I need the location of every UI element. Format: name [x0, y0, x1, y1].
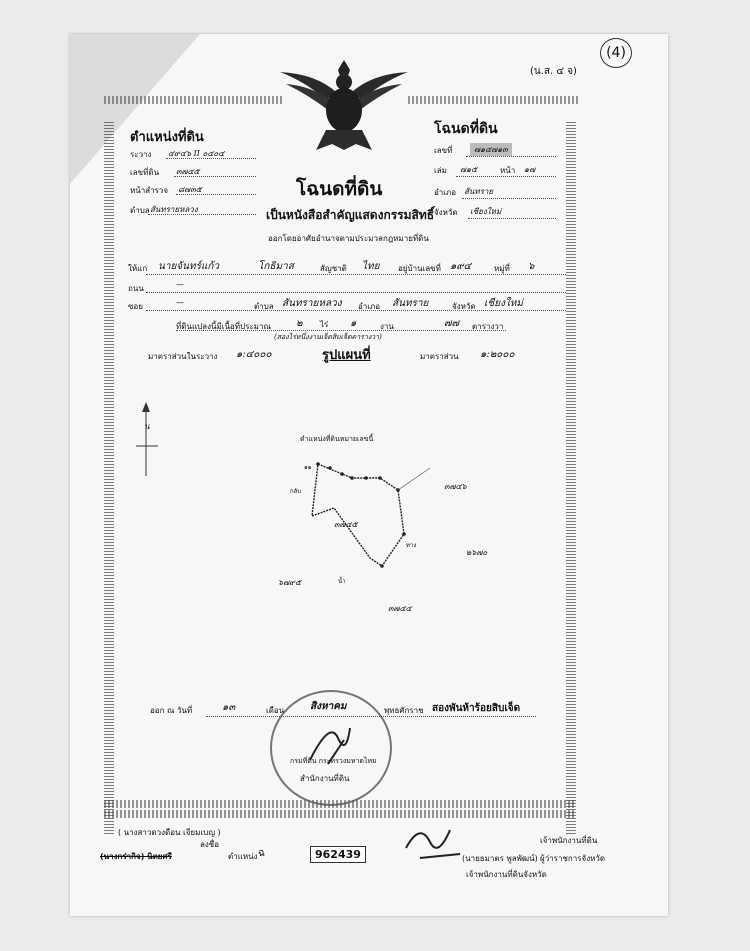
area-ngan-unit: งาน — [380, 322, 394, 331]
tambon-value: สันทรายหลวง — [150, 205, 198, 214]
map-label-b: กลับ — [290, 488, 302, 495]
map-label-bottom: ๓๗๔๔ — [388, 604, 412, 613]
document-subtitle: เป็นหนังสือสำคัญแสดงกรรมสิทธิ์ — [266, 208, 435, 222]
right-signer-position: ผู้ว่าราชการจังหวัด — [540, 854, 606, 863]
position-heading: ตำแหน่งที่ดิน — [130, 130, 204, 145]
amphoe-label: อำเภอ — [434, 188, 457, 197]
left-border — [104, 122, 114, 834]
owner-tambon-label: ตำบล — [254, 302, 274, 311]
issue-day: ๑๓ — [222, 702, 236, 713]
map-label-left: ๖๗๙๕ — [278, 578, 302, 587]
official-signature-icon — [400, 818, 470, 868]
area-text: ที่ดินแปลงนี้มีเนื้อที่ประมาณ — [176, 322, 271, 331]
owner-amphoe-value: สันทราย — [392, 298, 429, 309]
owner-label: ให้แก่ — [128, 264, 148, 273]
issue-year-label: พุทธศักราช — [384, 706, 424, 715]
map-label-c: ทาง — [406, 542, 417, 549]
map-label-top-right: ๓๗๔๖ — [444, 482, 467, 491]
book-label: เล่ม — [434, 166, 447, 175]
moo-label: หมู่ที่ — [494, 264, 510, 273]
deed-no-value: ๗๑๔๗๑๓ — [470, 143, 512, 156]
issued-by: ออกโดยอาศัยอำนาจตามประมวลกฎหมายที่ดิน — [268, 234, 429, 243]
garuda-emblem-icon — [276, 52, 412, 152]
ระวาง-value: ๔๙๔๖ II ๐๔๐๔ — [168, 149, 225, 158]
scale-right-value: ๑:๒๐๐๐ — [480, 349, 515, 360]
nationality-label: สัญชาติ — [320, 264, 347, 273]
moo-value: ๖ — [528, 261, 535, 272]
nationality-value: ไทย — [362, 261, 380, 272]
road-label: ถนน — [128, 284, 144, 293]
area-wa-unit: ตารางวา — [472, 322, 504, 331]
issue-month-label: เดือน — [266, 706, 285, 715]
parcel-number: ๓๗๔๕ — [334, 520, 358, 529]
stamp-line1: กรมที่ดิน กระทรวงมหาดไทย — [290, 757, 377, 765]
page-number: (4) — [600, 38, 632, 68]
left-signer-title: ลงชื่อ — [200, 840, 220, 849]
deed-heading: โฉนดที่ดิน — [434, 121, 498, 137]
house-no-value: ๑๙๔ — [450, 261, 472, 272]
page-value: ๑๗ — [524, 165, 536, 174]
owner-province-value: เชียงใหม่ — [484, 298, 524, 309]
parcel-map — [130, 396, 560, 626]
deed-no-label: เลขที่ — [434, 146, 453, 155]
area-rai-unit: ไร่ — [320, 320, 329, 329]
position-label: ตำแหน่ง — [228, 852, 258, 861]
survey-page-label: หน้าสำรวจ — [130, 186, 169, 195]
amphoe-value: สันทราย — [464, 187, 494, 196]
map-label-a: ๑๑ — [304, 464, 312, 471]
soi-value: — — [176, 298, 184, 307]
ระวาง-label: ระวาง — [130, 150, 152, 159]
area-note: (สองไร่หนึ่งงานเจ็ดสิบเจ็ดตารางวา) — [274, 333, 382, 341]
province-label: จังหวัด — [434, 208, 458, 217]
deputy-title: เจ้าพนักงานที่ดินจังหวัด — [466, 870, 547, 879]
area-rai: ๒ — [296, 318, 303, 329]
scale-right-label: มาตราส่วน — [420, 352, 459, 361]
parcel-no-value: ๓๗๔๕ — [176, 167, 200, 176]
right-signer-name: (นายธมาตร พูลพัฒน์) — [462, 854, 538, 863]
map-caption: ตำแหน่งที่ดินหมายเลขนี้ — [300, 435, 374, 443]
road-value: — — [176, 280, 184, 289]
owner-surname: โกธิมาส — [258, 261, 294, 272]
owner-province-label: จังหวัด — [452, 302, 476, 311]
owner-amphoe-label: อำเภอ — [358, 302, 381, 311]
right-border — [566, 122, 576, 834]
stamp-line2: สำนักงานที่ดิน — [300, 774, 350, 783]
issue-month: สิงหาคม — [310, 701, 347, 712]
book-value: ๗๑๕ — [460, 165, 478, 174]
soi-label: ซอย — [128, 302, 143, 311]
province-value: เชียงใหม่ — [470, 207, 502, 216]
house-no-label: อยู่บ้านเลขที่ — [398, 264, 441, 273]
area-ngan: ๑ — [350, 318, 357, 329]
tambon-label: ตำบล — [130, 206, 150, 215]
owner-tambon-value: สันทรายหลวง — [282, 298, 342, 309]
north-arrow-icon: น — [144, 422, 150, 431]
survey-page-value: ๘๗๓๕ — [178, 185, 202, 194]
area-wa: ๗๗ — [444, 318, 460, 329]
bottom-border-2 — [104, 810, 576, 818]
map-heading: รูปแผนที่ — [322, 348, 371, 363]
scale-left-label: มาตราส่วนในระวาง — [148, 352, 218, 361]
top-border-right — [408, 96, 580, 104]
parcel-no-label: เลขที่ดิน — [130, 168, 160, 177]
right-signer-title: เจ้าพนักงานที่ดิน — [540, 836, 598, 845]
scale-left-value: ๑:๔๐๐๐ — [236, 349, 272, 360]
serial-prefix: ฉ — [258, 848, 265, 859]
left-signer-name: ( นางสาวดวงดือน เจียมเบญ ) — [118, 828, 221, 837]
folded-corner — [70, 34, 200, 184]
clerk-line: (นางกร่ากิจ) นิตยศรี — [100, 852, 172, 861]
form-code: (น.ส. ๔ จ) — [530, 66, 577, 77]
owner-name: นายจันทร์แก้ว — [158, 261, 220, 272]
issue-prefix: ออก ณ วันที่ — [150, 706, 193, 715]
issue-year: สองพันห้าร้อยสิบเจ็ด — [432, 703, 521, 714]
top-border-left — [104, 96, 284, 104]
map-label-d: น้ำ — [338, 578, 346, 585]
map-label-right: ๒๖๗๐ — [466, 548, 488, 557]
serial-number: 962439 — [310, 846, 366, 863]
document-title: โฉนดที่ดิน — [296, 178, 383, 200]
page-label: หน้า — [500, 166, 516, 175]
